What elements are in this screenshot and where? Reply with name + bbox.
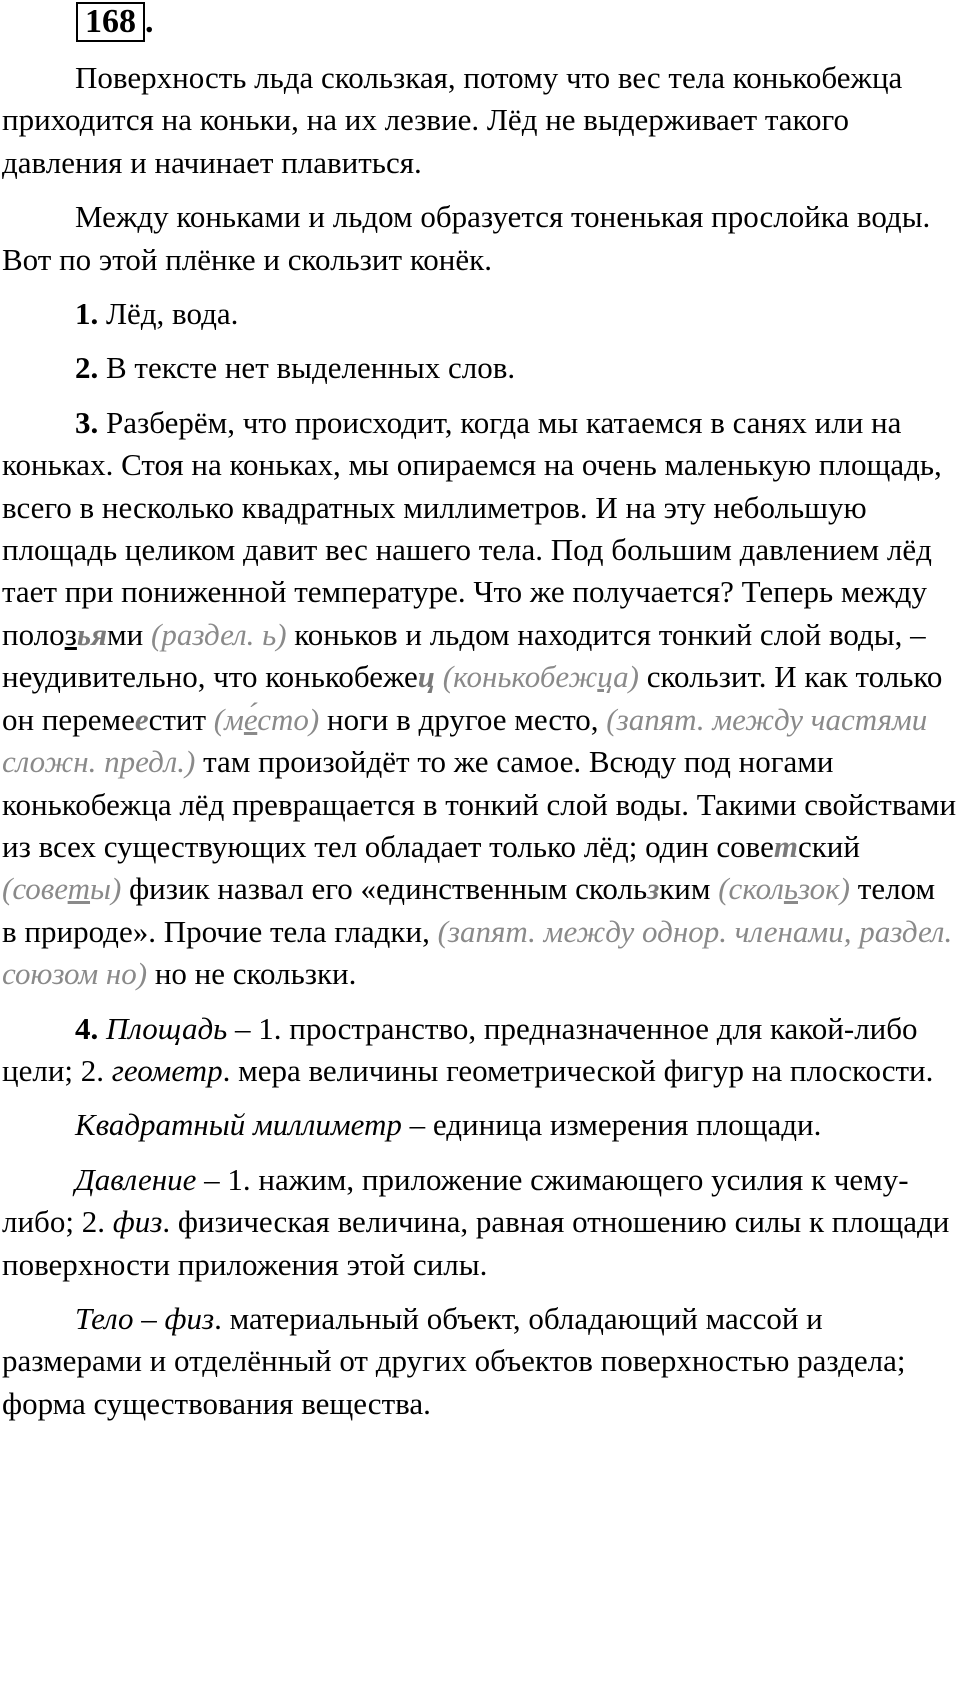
- highlight-c: ц: [417, 659, 436, 695]
- answer-3-text-7: телом в природе». Прочие тела гладки: [2, 871, 936, 949]
- answer-3-text-6: физик назвал его «единственным сколь: [121, 871, 648, 907]
- def-kvadratny-millimetr: – единица измерения площади.: [401, 1107, 822, 1143]
- note-skolzok-a: (скол: [718, 871, 784, 907]
- answer-3: [2, 402, 957, 996]
- note-skolzok: [718, 871, 850, 906]
- note-konkobezhca-b: а): [613, 659, 639, 695]
- definition-telo: [2, 1298, 957, 1425]
- answer-1: [2, 293, 957, 335]
- note-skolzok-b: зок): [798, 871, 851, 907]
- comma-1: ,: [590, 701, 599, 737]
- note-sovety-a: (сове: [2, 871, 68, 907]
- note-sovety-u: т: [67, 871, 91, 907]
- note-mesto-b: сто): [257, 701, 320, 737]
- answer-3-text-4: ноги в другое место: [319, 701, 591, 737]
- highlight-e: е: [134, 701, 149, 737]
- def-ploshchad-2: . мера величины геометрической фигур на плоскости.: [222, 1052, 934, 1088]
- definition-davlenie: [2, 1159, 957, 1286]
- abbr-geometr: геометр: [111, 1052, 223, 1088]
- answer-2-number: 2.: [75, 350, 99, 386]
- answer-3-text-5: там произойдёт то же самое. Всюду под ногами конькобежца лёд превращается в тонкий слой воды. Такими свойствами из всех существующих тел обладает только лёд; один сове: [2, 744, 957, 864]
- note-mesto: [214, 702, 319, 737]
- note-razdel: (раздел. ь): [151, 616, 287, 652]
- paragraph-1: Поверхность льда скользкая, потому что вес тела конькобежца приходится на коньки, на их лезвие. Лёд не выдерживает такого давления и начинает плавиться.: [2, 60, 903, 180]
- comma-2: ,: [422, 913, 430, 949]
- note-konkobezhca: [435, 659, 639, 694]
- paragraph-2: Между коньками и льдом образуется тоненькая прослойка воды. Вот по этой плёнке и скользит конёк.: [2, 199, 931, 277]
- answer-3-text-1: Разберём, что происходит, когда мы катаемся в санях или на коньках. Стоя на коньках, мы опираемся на очень маленькую площадь, всего в несколько квадратных миллиметров. И на эту небольшую площадь целиком давит вес нашего тела. Под большим давлением лёд тает при пониженной температуре. Что же получается? Теперь между поло: [2, 404, 942, 652]
- term-ploshchad: Площадь: [98, 1010, 228, 1046]
- answer-3-text-2: коньков и льдом находится тонкий слой воды, – неудивительно, что конькобеже: [2, 616, 926, 695]
- note-konkobezhca-a: (конькобеж: [435, 659, 598, 695]
- answer-3-text-stit: стит: [148, 701, 214, 737]
- note-mesto-u: е́: [243, 701, 258, 737]
- answer-2: [2, 347, 957, 389]
- def-ploshchad-1: – 1. пространство, предназначенное для какой-либо цели; 2.: [2, 1010, 918, 1088]
- def-davlenie-2: . физическая величина, равная отношению силы к площади поверхности приложения этой силы.: [2, 1204, 950, 1282]
- answer-4: [2, 1008, 957, 1093]
- answer-text: [2, 57, 957, 1437]
- answer-3-text-skiy: ский: [797, 828, 860, 864]
- letter-z: з: [64, 616, 77, 652]
- answer-1-number: 1.: [75, 296, 99, 332]
- note-skolzok-u: ь: [783, 871, 798, 907]
- exercise-number-box: 168: [76, 2, 145, 42]
- note-mesto-a: (м: [213, 701, 244, 737]
- definition-mm: [2, 1104, 957, 1146]
- term-davlenie: Давление: [75, 1161, 197, 1197]
- exercise-number: [76, 2, 154, 42]
- highlight-soft-sign: ья: [76, 616, 108, 652]
- note-sovety: [2, 871, 121, 906]
- answer-3-text-mi: ми: [107, 616, 152, 652]
- answer-1-text: Лёд, вода.: [98, 296, 239, 332]
- term-kvadratny-millimetr: Квадратный миллиметр: [75, 1107, 402, 1143]
- answer-2-text: В тексте нет выделенных слов.: [98, 350, 516, 386]
- abbr-fiz: физ: [112, 1204, 163, 1240]
- note-zapyat-1: (запят. между частями сложн. предл.): [2, 701, 928, 780]
- answer-3-number: 3.: [75, 404, 99, 440]
- note-konkobezhca-u: ц: [597, 659, 614, 695]
- answer-3-text-kim: ким: [659, 871, 719, 907]
- term-telo: Тело – физ: [75, 1300, 215, 1336]
- def-davlenie-1: – 1. нажим, приложение сжимающего усилия к чему-либо; 2.: [2, 1161, 909, 1240]
- exercise-number-dot: .: [145, 3, 154, 40]
- note-sovety-b: ы): [90, 871, 122, 907]
- answer-3-text-8: но не скользки.: [147, 956, 357, 992]
- note-zapyat-2: (запят. между однор. членами, раздел. союзом но): [2, 913, 953, 992]
- highlight-t: т: [773, 828, 798, 864]
- def-telo: . материальный объект, обладающий массой и размерами и отделённый от других объектов поверхностью раздела; форма существования вещества.: [2, 1300, 906, 1421]
- highlight-z: з: [647, 871, 660, 907]
- answer-3-text-3: скользит. И как только он переме: [2, 659, 943, 737]
- answer-4-number: 4.: [75, 1010, 99, 1046]
